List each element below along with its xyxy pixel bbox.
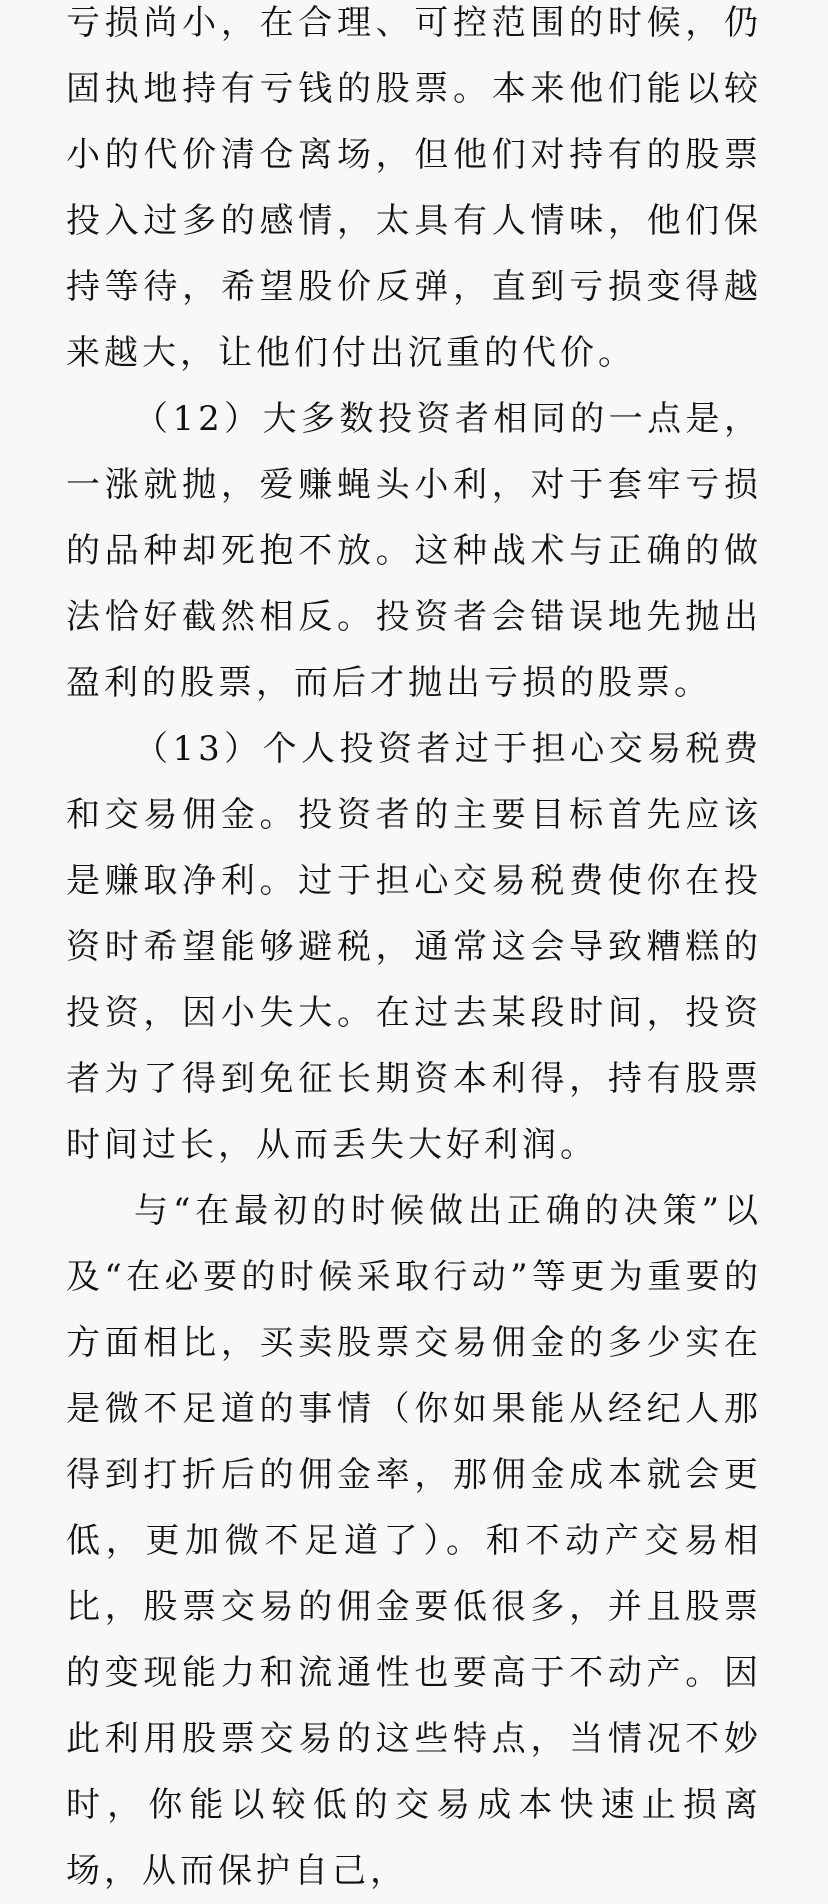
paragraph-item-13: （13）个人投资者过于担心交易税费和交易佣金。投资者的主要目标首先应该是赚取净利。过于担心交易税费使你在投资时希望能够避税，通常这会导致糟糕的投资，因小失大。在过去某段时间，投资者为了得到免征长期资本利得，持有股票时间过长，从而丢失大好利润。 xyxy=(66,729,762,1165)
paragraph-commission-comparison: 与“在最初的时候做出正确的决策”以及“在必要的时候采取行动”等更为重要的方面相比，买卖股票交易佣金的多少实在是微不足道的事情（你如果能从经纪人那得到打折后的佣金率，那佣金成本就会更低，更加微不足道了）。和不动产交易相比，股票交易的佣金要低很多，并且股票的变现能力和流通性也要高于不动产。因此利用股票交易的这些特点，当情况不妙时，你能以较低的交易成本快速止损离场，从而保护自己， xyxy=(66,1191,762,1891)
text-column xyxy=(66,0,762,1904)
paragraph-loss-holding: 亏损尚小，在合理、可控范围的时候，仍固执地持有亏钱的股票。本来他们能以较小的代价清仓离场，但他们对持有的股票投入过多的感情，太具有人情味，他们保持等待，希望股价反弹，直到亏损变得越来越大，让他们付出沉重的代价。 xyxy=(66,3,762,373)
paragraph-item-12: （12）大多数投资者相同的一点是，一涨就抛，爱赚蝇头小利，对于套牢亏损的品种却死抱不放。这种战术与正确的做法恰好截然相反。投资者会错误地先抛出盈利的股票，而后才抛出亏损的股票。 xyxy=(66,399,762,703)
